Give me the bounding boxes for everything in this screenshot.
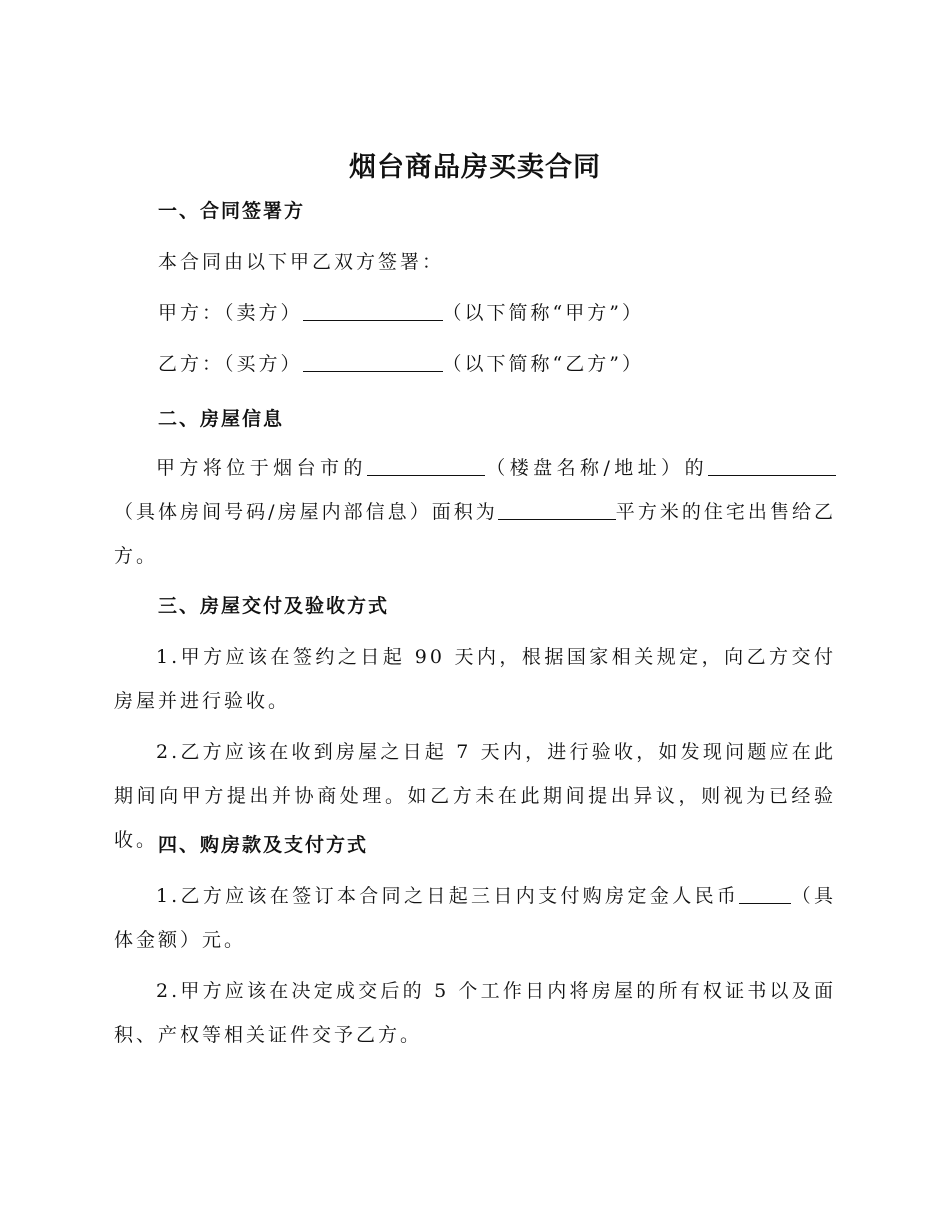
section-heading-3: 三、房屋交付及验收方式: [158, 595, 390, 617]
section-heading-4: 四、购房款及支付方式: [158, 834, 369, 856]
room-info-blank: [708, 455, 836, 476]
party-a-suffix: （以下简称“甲方”）: [442, 302, 644, 324]
area-blank: [498, 499, 616, 520]
deposit-amount-blank: [739, 883, 791, 904]
delivery-paragraph-2: 2.乙方应该在收到房屋之日起 7 天内，进行验收，如发现问题应在此期间向甲方提出并协商处理。如乙方未在此期间提出异议，则视为已经验收。: [114, 741, 836, 851]
intro-text: 本合同由以下甲乙双方签署：: [158, 251, 445, 273]
party-b-suffix: （以下简称“乙方”）: [442, 353, 644, 375]
payment-text-b: （具体金额）元。: [114, 885, 836, 951]
payment-paragraph-1: [114, 874, 836, 962]
payment-text-a: 1.乙方应该在签订本合同之日起三日内支付购房定金人民币: [156, 885, 740, 907]
payment-paragraph-2: 2.甲方应该在决定成交后的 5 个工作日内将房屋的所有权证书以及面积、产权等相关证件交予乙方。: [114, 980, 836, 1046]
building-name-blank: [367, 455, 485, 476]
party-a-label: 甲方：（卖方）: [158, 302, 303, 324]
section-heading-1: 一、合同签署方: [158, 200, 306, 222]
section-heading-2: 二、房屋信息: [158, 408, 285, 430]
party-a-blank: [303, 300, 443, 321]
party-b-label: 乙方：（买方）: [158, 353, 303, 375]
delivery-paragraph-1: 1.甲方应该在签约之日起 90 天内，根据国家相关规定，向乙方交付房屋并进行验收。: [114, 646, 836, 712]
party-b-blank: [303, 351, 443, 372]
party-b-line: [158, 350, 644, 378]
house-info-text-c: （具体房间号码/房屋内部信息）面积为: [114, 501, 498, 523]
house-info-text-b: （楼盘名称/地址）的: [484, 457, 708, 479]
house-info-text-d: 平方米的住宅出售给乙方。: [114, 501, 836, 567]
party-a-line: [158, 299, 644, 327]
house-info-text-a: 甲方将位于烟台市的: [156, 457, 367, 479]
house-info-paragraph: [114, 446, 836, 578]
document-title: 烟台商品房买卖合同: [349, 152, 601, 183]
